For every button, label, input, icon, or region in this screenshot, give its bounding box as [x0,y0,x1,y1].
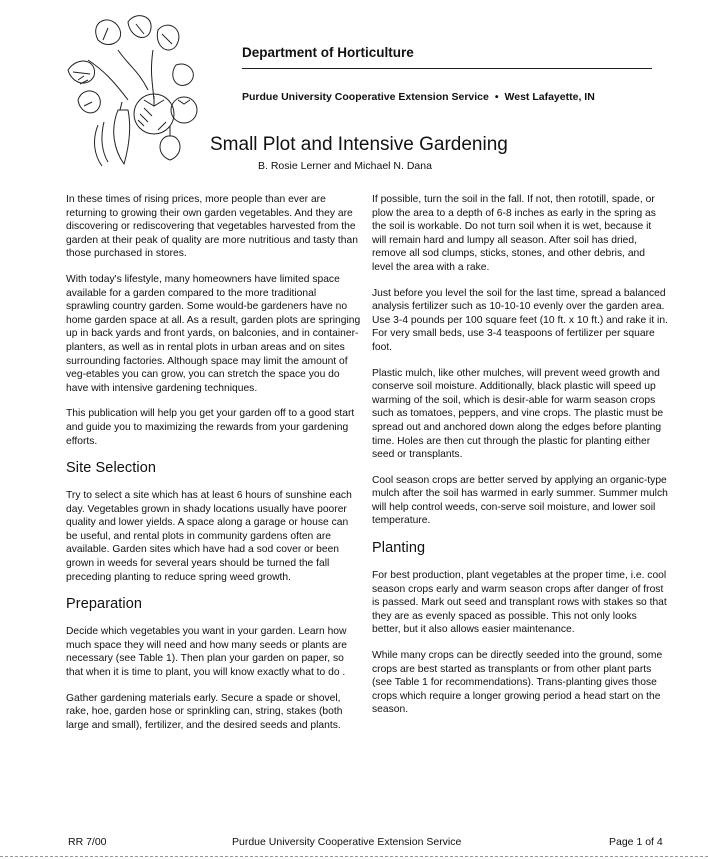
intro-paragraph: This publication will help you get your garden off to a good start and guide you to maximizing the rewards from your gardening efforts. [66,408,355,447]
footer-page-number: Page 1 of 4 [609,836,663,848]
bottom-rule [0,856,708,857]
planting-heading: Planting [372,540,426,557]
preparation-paragraph: Cool season crops are better served by applying an organic-type mulch after the soil has warmed in early summer. Summer mulch will help control weeds, con-serve soil moisture, and lower soil temperature. [372,474,668,527]
right-column [372,193,668,729]
vegetable-illustration-icon [58,10,208,170]
preparation-paragraph: Gather gardening materials early. Secure a spade or shovel, rake, hoe, garden hose or sprinkling can, string, stakes (both large and small), fertilizer, and the desired seeds and plants. [66,692,343,731]
department-name: Department of Horticulture [242,45,414,60]
document-authors: B. Rosie Lerner and Michael N. Dana [258,160,432,172]
intro-paragraph: In these times of rising prices, more people than ever are returning to growing their own garden vegetables. And they are discovering or rediscovering that vegetables harvested from the garden at their peak of quality are more nutritious and tasty than those purchased in stores. [66,194,358,260]
preparation-heading: Preparation [66,596,143,613]
header-rule [242,68,652,69]
left-column [66,193,362,744]
planting-paragraph: For best production, plant vegetables at the proper time, i.e. cool season crops early and warm season crops after danger of frost is passed. Mark out seed and transplant rows with stakes so that they are as evenly spaced as possible. This not only looks better, but it also allows easier maintenance. [372,570,667,636]
org-name: Purdue University Cooperative Extension Service [242,91,489,103]
org-separator: • [494,91,499,103]
preparation-paragraph: If possible, turn the soil in the fall. If not, then rototill, spade, or plow the area to a depth of 6-8 inches as early in the spring as the soil is workable. Do not turn soil when it is wet, because it will remain hard and lumpy all season. After soil has dried, remove all sod clumps, sticks, stones, and other debris, and level the area with a rake. [372,194,656,273]
intro-paragraph: With today's lifestyle, many homeowners have limited space available for a garden compared to the more traditional sprawling country garden. Some would-be gardeners have no home garden space at all. As a result, garden plots are springing up in back yards and front yards, on balconies, and in container-planters, as well as in rental plots in urban areas and on sites surrounding factories. Although space may limit the amount of veg-etables you can grow, you can stretch the space you do have with intensive gardening techniques. [66,273,361,394]
preparation-paragraph: Decide which vegetables you want in your garden. Learn how much space they will need and how many seeds or plants are necessary (see Table 1). Then plan your garden on paper, so that when it is time to plant, you will know exactly what to do . [66,626,348,679]
preparation-paragraph: Just before you level the soil for the last time, spread a balanced analysis fertilizer such as 10-10-10 evenly over the garden area. Use 3-4 pounds per 100 square feet (10 ft. x 10 ft.) and rake it in. For very small beds, use 3-4 teaspoons of fertilizer per square foot. [372,287,668,353]
preparation-paragraph: Plastic mulch, like other mulches, will prevent weed growth and conserve soil moisture. Additionally, black plastic will speed up warming of the soil, which is desir-able for warm season crops such as tomatoes, peppers, and vine crops. The plastic must be spread out and anchored down along the edges before planting time. Holes are then cut through the plastic for planting either seed or transplants. [372,367,664,461]
document-title: Small Plot and Intensive Gardening [210,134,508,155]
footer-org: Purdue University Cooperative Extension Service [232,836,462,848]
org-location: West Lafayette, IN [504,91,595,103]
site-selection-paragraph: Try to select a site which has at least 6 hours of sunshine each day. Vegetables grown in shady locations usually have poorer quality and lower yields. A space along a garage or house can be useful, and rental plots in community gardens often are available. Garden sites which have had a sod cover or been grown in weeds for several years should be turned the fall preceding planting to reduce spring weed growth. [66,490,352,583]
org-line [242,91,595,103]
footer-code: RR 7/00 [68,836,107,848]
planting-paragraph: While many crops can be directly seeded into the ground, some crops are best started as transplants or from other plant parts (see Table 1 for recommendations). Trans-planting gives those crops which require a longer growing period a head start on the season. [372,650,663,716]
site-selection-heading: Site Selection [66,460,157,477]
